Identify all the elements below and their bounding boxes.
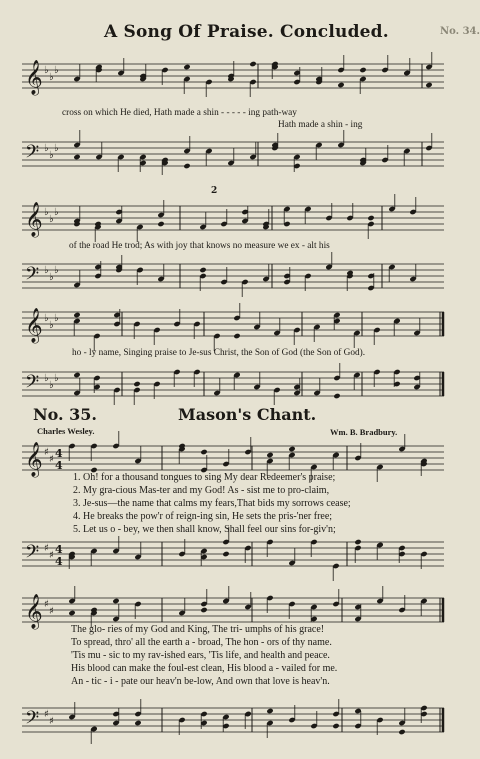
note-head [359, 67, 366, 73]
bass-clef-icon: 𝄢 [25, 708, 40, 733]
verse-line: 'Tis mu - sic to my rav-ished ears, 'Tis life, and health and peace. [71, 650, 330, 661]
note-head [233, 333, 240, 339]
bass-clef-icon: 𝄢 [25, 372, 40, 397]
measure-number: 2 [211, 186, 218, 196]
hymn-title: Mason's Chant. [178, 405, 317, 424]
sharp-sign-icon: ♯ [49, 454, 54, 465]
sharp-sign-icon: ♯ [49, 550, 54, 561]
note-head [200, 449, 207, 455]
treble-clef-icon: 𝄞 [25, 60, 43, 95]
sharp-sign-icon: ♯ [49, 716, 54, 727]
bass-clef-icon: 𝄢 [25, 264, 40, 289]
note-head [134, 720, 141, 726]
note-head [133, 381, 140, 387]
verse-line: 3. Je-sus—the name that calms my fears,That bids my sorrows cease; [73, 498, 351, 509]
staff-system-1-treble [22, 56, 452, 112]
note-head [266, 708, 273, 714]
flat-sign-icon: ♭ [44, 265, 49, 276]
note-head [398, 729, 405, 735]
sharp-sign-icon: ♯ [44, 447, 49, 458]
staff-hymn35-bass-1 [22, 534, 452, 590]
verse-line: To spread, thro' all the earth a - broad, The hon - ors of thy name. [71, 637, 332, 648]
verse-line: 1. Oh! for a thousand tongues to sing My dear Redeemer's praise; [73, 472, 336, 483]
flat-sign-icon: ♭ [54, 207, 59, 218]
lyric-system-3: ho - ly name, Singing praise to Je-sus Christ, the Son of God (the Son of God). [72, 348, 366, 358]
flat-sign-icon: ♭ [44, 313, 49, 324]
verse-line: The glo- ries of my God and King, The tri- umphs of his grace! [71, 624, 325, 635]
lyric-system-1-bottom: Hath made a shin - ing [278, 120, 363, 130]
verse-line: An - tic - i - pate our heav'n be-low, And own that love is heav'n. [71, 676, 330, 687]
sharp-sign-icon: ♯ [44, 709, 49, 720]
note-head [266, 452, 273, 458]
treble-clef-icon: 𝄞 [25, 442, 43, 477]
note-head [112, 598, 119, 604]
note-head [249, 61, 256, 67]
hymn-author: Charles Wesley. [37, 426, 95, 436]
note-head [73, 154, 80, 160]
flat-sign-icon: ♭ [49, 214, 54, 225]
verse-line: 4. He breaks the pow'r of reign-ing sin, He sets the pris-'ner free; [73, 511, 333, 522]
verse-line: His blood can make the foul-est clean, His blood a - vailed for me. [71, 663, 338, 674]
time-signature-bottom: 4 [55, 459, 63, 472]
flat-sign-icon: ♭ [44, 207, 49, 218]
staff-hymn35-bass-2 [22, 700, 452, 756]
note-head [199, 267, 206, 273]
note-head [222, 551, 229, 557]
treble-clef-icon: 𝄞 [25, 202, 43, 237]
flat-sign-icon: ♭ [49, 320, 54, 331]
verses-block-2 [71, 623, 337, 688]
hymn-number: No. 35. [33, 405, 97, 424]
time-signature-top: 4 [55, 447, 63, 460]
flat-sign-icon: ♭ [49, 272, 54, 283]
note-head [288, 446, 295, 452]
note-head [73, 372, 80, 378]
lyric-system-1-top: cross on which He died, Hath made a shin - - - - - ing path-way [62, 108, 297, 118]
flat-sign-icon: ♭ [54, 143, 59, 154]
flat-sign-icon: ♭ [44, 143, 49, 154]
flat-sign-icon: ♭ [44, 65, 49, 76]
flat-sign-icon: ♭ [49, 150, 54, 161]
page-title: A Song Of Praise. Concluded. [104, 22, 389, 42]
sharp-sign-icon: ♯ [44, 599, 49, 610]
verse-line: 5. Let us o - bey, we then shall know, Shall feel our sins for-giv'n; [73, 524, 336, 535]
treble-clef-icon: 𝄞 [25, 308, 43, 343]
note-head [157, 221, 164, 227]
note-head [333, 393, 340, 399]
flat-sign-icon: ♭ [54, 65, 59, 76]
bass-clef-icon: 𝄢 [25, 142, 40, 167]
flat-sign-icon: ♭ [54, 313, 59, 324]
flat-sign-icon: ♭ [54, 373, 59, 384]
verses-block-1 [73, 471, 351, 536]
note-head [183, 163, 190, 169]
note-head [332, 723, 339, 729]
note-head [354, 539, 361, 545]
staff-system-1-bass [22, 134, 452, 190]
note-head [183, 64, 190, 70]
verse-line: 2. My gra-cious Mas-ter and my God! As - sist me to pro-claim, [73, 485, 330, 496]
note-head [200, 607, 207, 613]
flat-sign-icon: ♭ [49, 380, 54, 391]
note-head [425, 82, 432, 88]
hymn-composer: Wm. B. Bradbury. [330, 427, 398, 437]
sharp-sign-icon: ♯ [44, 543, 49, 554]
sharp-sign-icon: ♯ [49, 606, 54, 617]
bass-clef-icon: 𝄢 [25, 542, 40, 567]
time-signature-top: 4 [55, 543, 63, 556]
flat-sign-icon: ♭ [49, 72, 54, 83]
corner-page-number: No. 34. [440, 26, 480, 37]
flat-sign-icon: ♭ [54, 265, 59, 276]
treble-clef-icon: 𝄞 [25, 594, 43, 629]
note-head [367, 215, 374, 221]
flat-sign-icon: ♭ [44, 373, 49, 384]
time-signature-bottom: 4 [55, 555, 63, 568]
lyric-system-2: of the road He trod; As with joy that knows no measure we ex - alt his [69, 241, 330, 251]
note-head [337, 82, 344, 88]
note-head [68, 610, 75, 616]
note-head [73, 312, 80, 318]
